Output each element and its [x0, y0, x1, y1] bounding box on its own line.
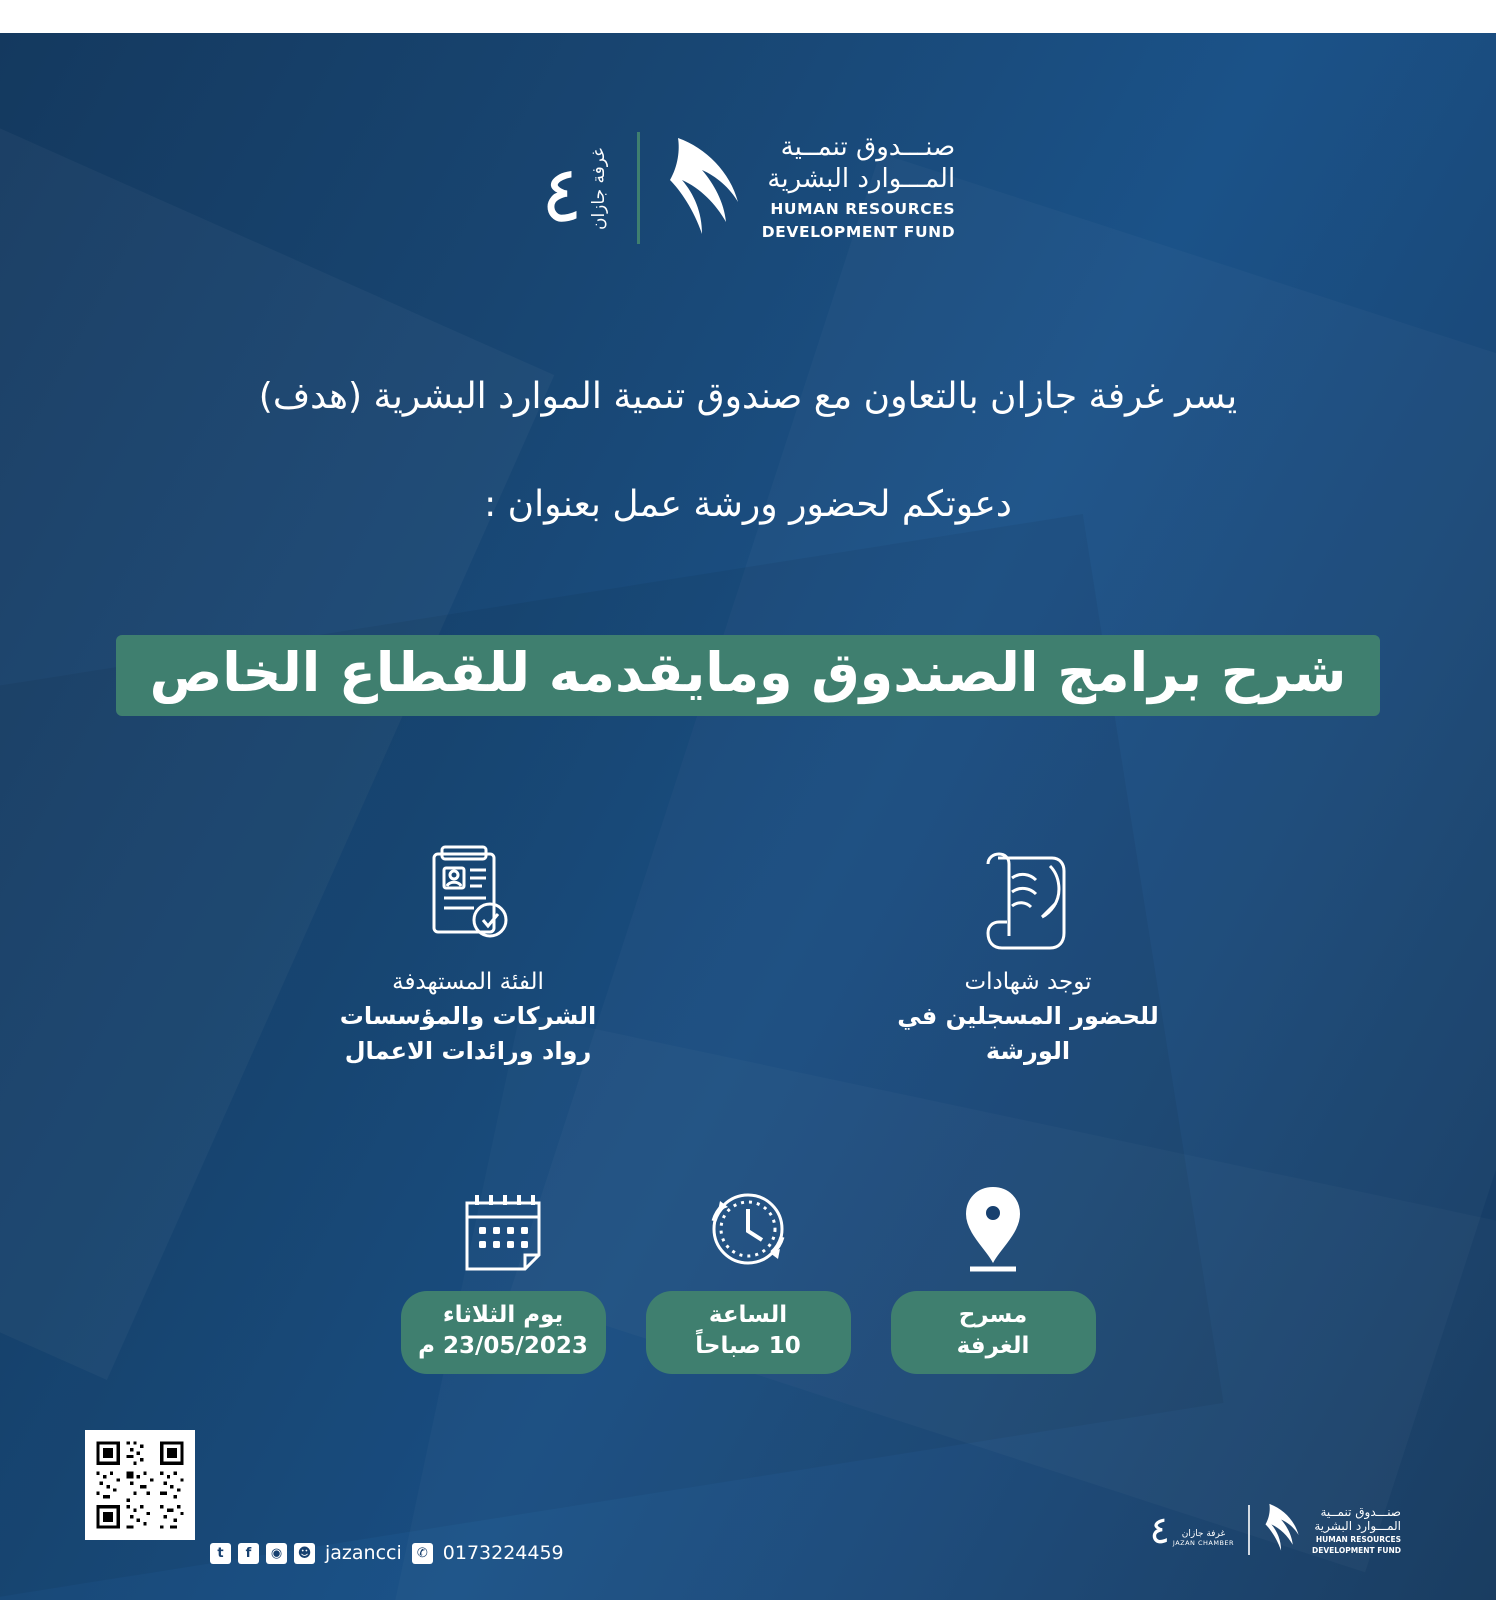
logo-divider — [637, 132, 640, 244]
whatsapp-icon[interactable]: ✆ — [412, 1543, 433, 1564]
audience-line-1: الفئة المستهدفة — [392, 969, 544, 995]
audience-line-2: الشركات والمؤسسات — [339, 1002, 597, 1031]
footer-chamber-name-english: JAZAN CHAMBER — [1172, 1539, 1235, 1548]
venue-line-2: الغرفة — [956, 1332, 1030, 1359]
calendar-icon — [401, 1175, 606, 1283]
social-handle: jazancci — [325, 1542, 402, 1564]
certificate-scroll-icon — [863, 840, 1193, 960]
social-links-row — [210, 1542, 564, 1564]
detail-block-time — [646, 1175, 851, 1374]
time-line-1: الساعة — [708, 1302, 788, 1328]
chamber-mark-icon: ٤ — [540, 150, 583, 241]
footer-logo-divider — [1248, 1505, 1250, 1555]
jazan-chamber-logo — [540, 144, 609, 241]
footer-chamber-logo — [1149, 1507, 1235, 1552]
intro-line-1: يسر غرفة جازان بالتعاون مع صندوق تنمية الموارد البشرية (هدف) — [258, 376, 1238, 417]
detail-block-venue — [891, 1175, 1096, 1374]
headline-wrapper — [0, 635, 1496, 716]
footer-hrdf-arabic-line1: صنـــدوق تنمــية — [1320, 1504, 1401, 1519]
detail-block-date — [401, 1175, 606, 1374]
header-logo-group — [0, 130, 1496, 245]
hrdf-arabic-line2: المـــوارد البشرية — [767, 164, 956, 195]
info-block-certificates — [863, 840, 1193, 1069]
date-pill — [401, 1291, 606, 1374]
info-block-audience — [303, 840, 633, 1069]
footer-hrdf-text — [1312, 1505, 1401, 1556]
target-audience-document-icon — [303, 840, 633, 960]
date-line-1: يوم الثلاثاء — [442, 1302, 564, 1328]
clock-icon — [646, 1175, 851, 1283]
hrdf-logo — [668, 130, 955, 245]
intro-text-block — [0, 372, 1496, 531]
footer-hrdf-arabic-line2: المـــوارد البشرية — [1314, 1519, 1401, 1533]
headline-highlight-band — [116, 635, 1381, 716]
hrdf-emblem-icon — [668, 130, 748, 245]
contact-phone: 0173224459 — [442, 1542, 564, 1564]
hrdf-english-line1: HUMAN RESOURCES — [770, 199, 956, 218]
footer-chamber-mark-icon: ٤ — [1149, 1507, 1170, 1552]
footer-chamber-name-arabic: غرفة جازان — [1181, 1529, 1226, 1540]
headline-title: شرح برامج الصندوق ومايقدمه للقطاع الخاص — [149, 641, 1347, 704]
footer-hrdf-logo — [1264, 1500, 1401, 1560]
intro-line-2: دعوتكم لحضور ورشة عمل بعنوان : — [484, 484, 1012, 526]
event-details-row — [0, 1175, 1496, 1374]
certificates-line-1: توجد شهادات — [964, 969, 1092, 995]
hrdf-logo-text — [762, 132, 955, 242]
twitter-icon[interactable]: t — [210, 1543, 231, 1564]
snapchat-icon[interactable]: ☻ — [294, 1543, 315, 1564]
time-pill — [646, 1291, 851, 1374]
footer-hrdf-english-line2: DEVELOPMENT FUND — [1312, 1546, 1401, 1556]
chamber-name-arabic: غرفة جازان — [588, 148, 609, 231]
footer-chamber-names — [1173, 1529, 1234, 1547]
time-line-2: 10 صباحاً — [695, 1332, 801, 1359]
qr-code[interactable] — [85, 1430, 195, 1540]
info-row — [0, 840, 1496, 1069]
footer-hrdf-english-line1: HUMAN RESOURCES — [1315, 1535, 1401, 1545]
instagram-icon[interactable]: ◉ — [266, 1543, 287, 1564]
hrdf-arabic-line1: صنـــدوق تنمــية — [780, 132, 956, 163]
footer-hrdf-emblem-icon — [1264, 1500, 1304, 1560]
facebook-icon[interactable]: f — [238, 1543, 259, 1564]
location-pin-icon — [891, 1175, 1096, 1283]
audience-line-3: رواد ورائدات الاعمال — [344, 1037, 592, 1066]
date-line-2: 23/05/2023 م — [418, 1332, 588, 1359]
venue-pill — [891, 1291, 1096, 1374]
certificates-line-2: للحضور المسجلين في الورشة — [897, 1002, 1159, 1066]
venue-line-1: مسرح — [958, 1302, 1028, 1328]
footer-logo-group — [1149, 1500, 1401, 1560]
hrdf-english-line2: DEVELOPMENT FUND — [761, 223, 956, 242]
